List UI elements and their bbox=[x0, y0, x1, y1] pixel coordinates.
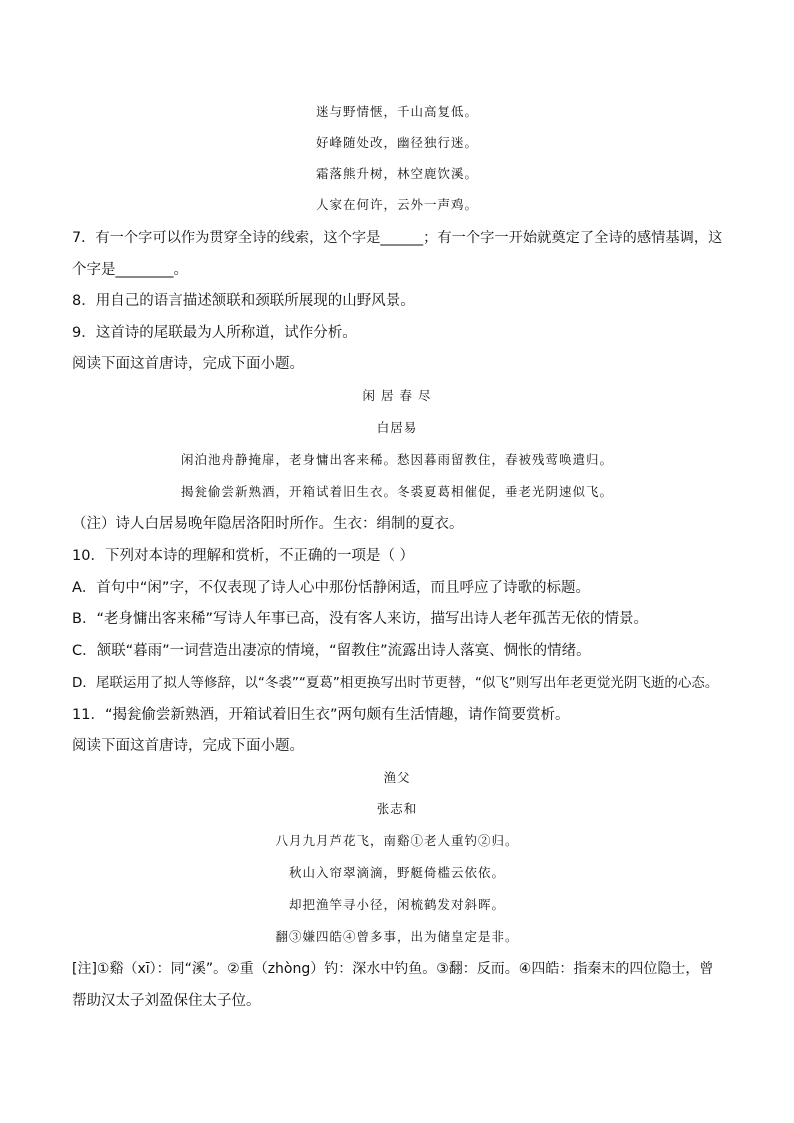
poem2-author: 白居易 bbox=[376, 420, 418, 435]
option-a: A．首句中“闲”字，不仅表现了诗人心中那份恬静闲适，而且呼应了诗歌的标题。 bbox=[72, 580, 590, 596]
poem2-line-1: 闲泊池舟静掩扉，老身慵出客来稀。愁因暮雨留教住，春被残莺唤遣归。 bbox=[180, 452, 613, 467]
poem3-author: 张志和 bbox=[376, 801, 418, 816]
option-c: C．颔联“暮雨”一词营造出凄凉的情境，“留教住”流露出诗人落寞、惆怅的情绪。 bbox=[72, 643, 591, 659]
poem1-line-3: 霜落熊升树，林空鹿饮溪。 bbox=[315, 166, 478, 181]
poem3-line-3: 却把渔竿寻小径，闲梳鹤发对斜晖。 bbox=[288, 897, 505, 912]
question-7-line-2: 个字是________。 bbox=[72, 262, 188, 278]
option-b: B．“老身慵出客来稀”写诗人年事已高，没有客人来访，描写出诗人老年孤苦无依的情景。 bbox=[72, 611, 648, 627]
poem3-line-4: 翻③嫌四皓④曾多事，出为储皇定是非。 bbox=[275, 929, 519, 944]
reading-instruction-2: 阅读下面这首唐诗，完成下面小题。 bbox=[72, 738, 304, 754]
question-7-line-1: 7．有一个字可以作为贯穿全诗的线索，这个字是______；有一个字一开始就奠定了全诗的感情基调，这 bbox=[72, 230, 723, 246]
poem3-line-2: 秋山入帘翠滴滴，野艇倚槛云依依。 bbox=[288, 865, 505, 880]
poem3-note-line-2: 帮助汉太子刘盈保住太子位。 bbox=[72, 993, 261, 1009]
poem2-title: 闲 居 春 尽 bbox=[362, 388, 432, 403]
poem1-line-4: 人家在何许，云外一声鸡。 bbox=[315, 197, 478, 212]
question-9: 9．这首诗的尾联最为人所称道，试作分析。 bbox=[72, 325, 357, 341]
question-11: 11．“揭瓮偷尝新熟酒，开箱试着旧生衣”两句颇有生活情趣，请作简要赏析。 bbox=[72, 707, 570, 723]
reading-instruction-1: 阅读下面这首唐诗，完成下面小题。 bbox=[72, 356, 304, 372]
poem1-line-1: 迷与野情惬，千山高复低。 bbox=[315, 104, 478, 119]
poem3-line-1: 八月九月芦花飞，南谿①老人重钓②归。 bbox=[275, 833, 519, 848]
option-d: D．尾联运用了拟人等修辞，以“冬裘”“夏葛”相更换写出时节更替，“似飞”则写出年老更觉光阴飞逝的心态。 bbox=[72, 675, 719, 691]
question-10: 10．下列对本诗的理解和赏析，不正确的一项是（ ） bbox=[72, 548, 415, 564]
question-8: 8．用自己的语言描述颔联和颈联所展现的山野风景。 bbox=[72, 293, 415, 309]
poem2-line-2: 揭瓮偷尝新熟酒，开箱试着旧生衣。冬裘夏葛相催促，垂老光阴速似飞。 bbox=[180, 484, 613, 499]
poem3-title: 渔父 bbox=[383, 770, 411, 785]
poem1-line-2: 好峰随处改，幽径独行迷。 bbox=[315, 135, 478, 150]
poem2-note: （注）诗人白居易晚年隐居洛阳时所作。生衣：绢制的夏衣。 bbox=[72, 516, 464, 532]
poem3-note-line-1: [注]①谿（xī）：同“溪”。②重（zhòng）钓：深水中钓鱼。③翻：反而。④四皓：指秦末的四位隐士，曾 bbox=[72, 961, 714, 977]
